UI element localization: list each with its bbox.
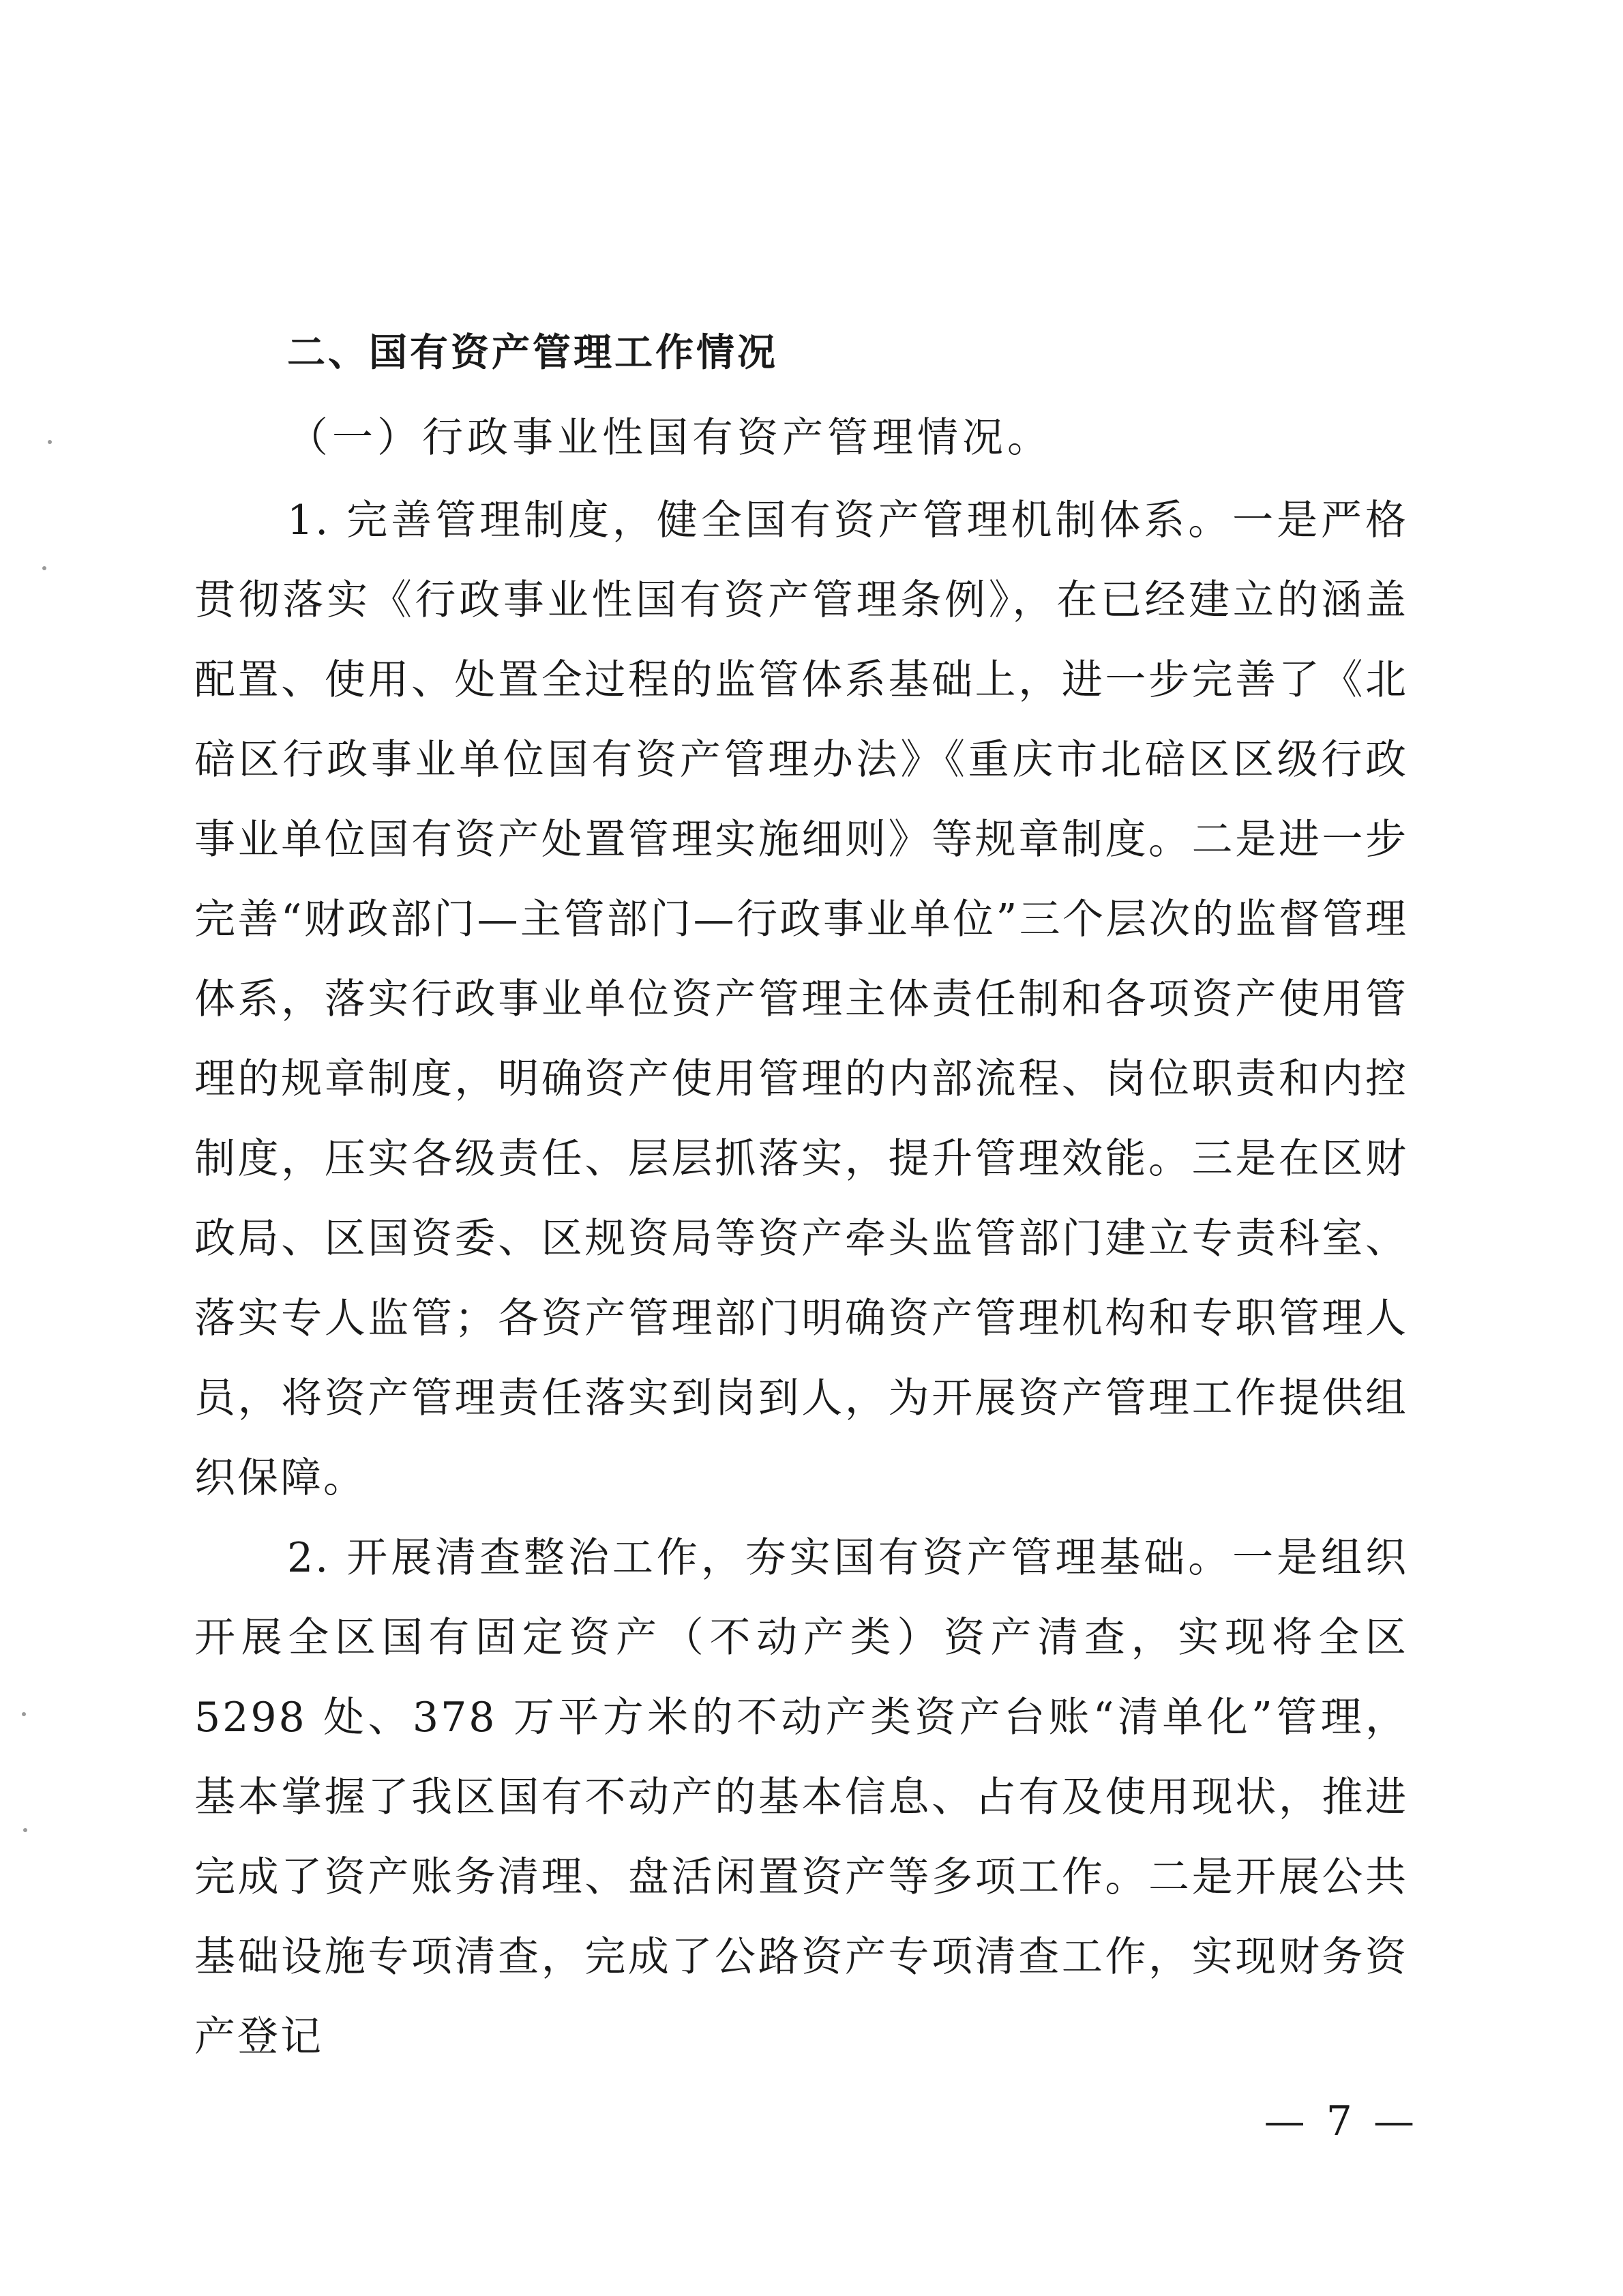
document-body xyxy=(194,310,1408,2077)
paragraph-management-system: 1. 完善管理制度，健全国有资产管理机制体系。一是严格贯彻落实《行政事业性国有资产管理条例》，在已经建立的涵盖配置、使用、处置全过程的监管体系基础上，进一步完善了《北碚区行政事业单位国有资产管理办法》《重庆市北碚区区级行政事业单位国有资产处置管理实施细则》等规章制度。二是进一步完善“财政部门—主管部门—行政事业单位”三个层次的监督管理体系，落实行政事业单位资产管理主体责任制和各项资产使用管理的规章制度，明确资产使用管理的内部流程、岗位职责和内控制度，压实各级责任、层层抓落实，提升管理效能。三是在区财政局、区国资委、区规资局等资产牵头监管部门建立专责科室、落实专人监管；各资产管理部门明确资产管理机构和专职管理人员，将资产管理责任落实到岗到人，为开展资产管理工作提供组织保障。 xyxy=(194,497,1408,1502)
subsection-heading: （一）行政事业性国有资产管理情况。 xyxy=(287,414,1052,462)
paragraph-inventory-rectification: 2. 开展清查整治工作，夯实国有资产管理基础。一是组织开展全区国有固定资产（不动产类）资产清查，实现将全区 5298 处、378 万平方米的不动产类资产台账“清单化”管理，基本掌握了我区国有不动产的基本信息、占有及使用现状，推进完成了资产账务清理、盘活闲置资产等多项工作。二是开展公共基础设施专项清查，完成了公路资产专项清查工作，实现财务资产登记 xyxy=(194,1534,1408,2061)
scan-speck xyxy=(22,1712,26,1716)
section-heading: 二、国有资产管理工作情况 xyxy=(287,331,778,375)
page-number: — 7 — xyxy=(1264,2098,1418,2145)
scan-speck xyxy=(23,1828,27,1832)
scan-speck xyxy=(42,566,46,570)
scan-speck xyxy=(48,440,52,444)
